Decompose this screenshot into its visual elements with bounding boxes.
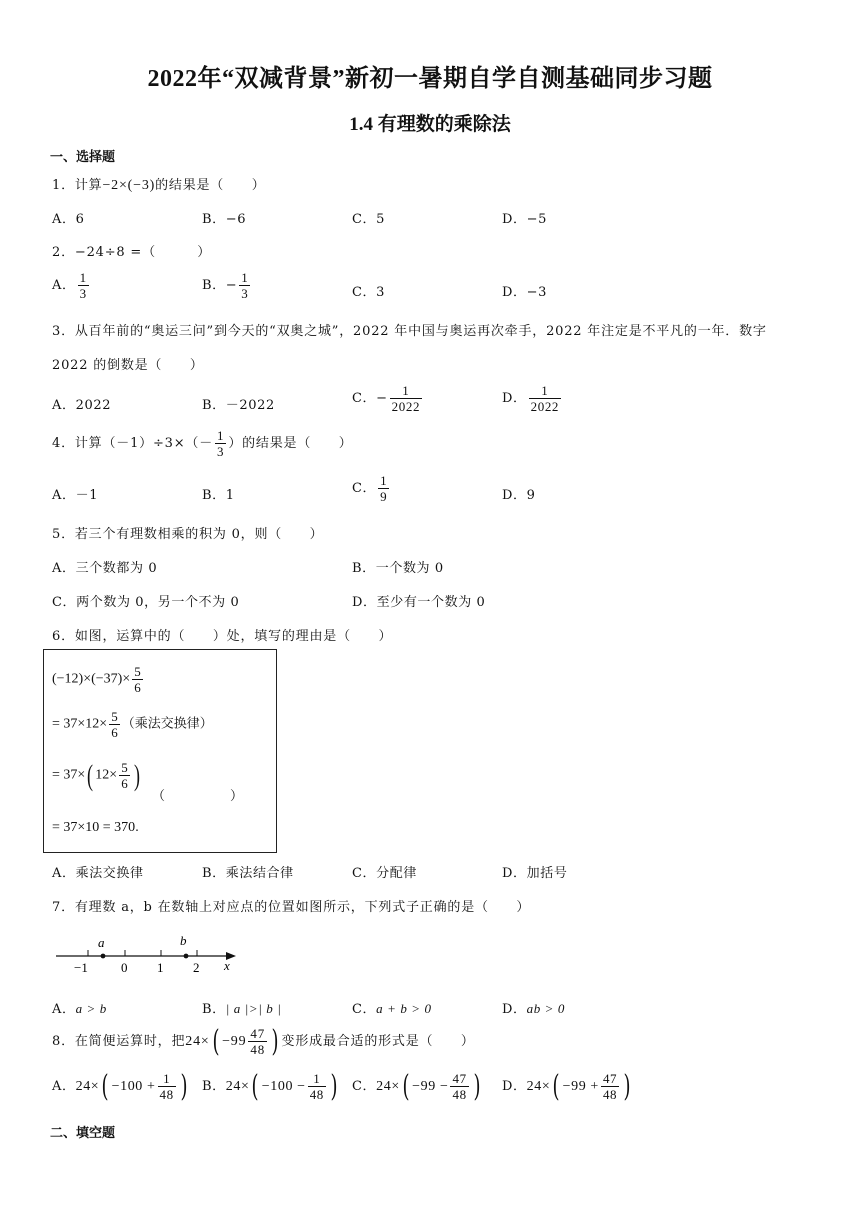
q2-b-fraction: [239, 270, 250, 301]
q8-a-label: A．: [52, 1079, 76, 1094]
q5-option-a[interactable]: A．三个数都为 0: [52, 561, 158, 576]
page-subtitle: 1.4 有理数的乘除法: [349, 114, 511, 135]
q8-d-paren-close: ): [623, 1068, 631, 1104]
q8-fraction: [248, 1026, 267, 1057]
q6-l3-pre: = 37×: [52, 767, 86, 783]
q2-b-label: B．: [202, 278, 226, 293]
q4-fraction: [215, 428, 226, 459]
q8-d-times: 24×: [526, 1079, 551, 1094]
q1-option-c[interactable]: C．5: [352, 212, 386, 227]
label-b: b: [180, 933, 187, 948]
q7-a-label: A．: [52, 1002, 76, 1017]
q8-d-den: 48: [602, 1087, 618, 1102]
q6-l3-inner: 12×: [95, 767, 118, 783]
q2-a-num: 1: [79, 270, 87, 285]
question-7: 7．有理数 a，b 在数轴上对应点的位置如图所示，下列式子正确的是（ ）: [52, 900, 531, 915]
q6-l2-note: （乘法交换律）: [121, 716, 213, 732]
q8-c-paren-close: ): [473, 1068, 481, 1104]
tick-label-1: 1: [157, 960, 164, 975]
q8-a-in: −100 +: [111, 1079, 156, 1094]
q8-b-times: 24×: [225, 1079, 250, 1094]
tick-label-0: 0: [121, 960, 128, 975]
question-5: 5．若三个有理数相乘的积为 0，则（ ）: [52, 527, 324, 542]
q3-d-label: D．: [502, 391, 527, 406]
q4-c-label: C．: [352, 481, 377, 496]
q8-b-fraction: [308, 1071, 326, 1102]
section-heading-choice: 一、选择题: [50, 150, 116, 165]
q8-a-num: 1: [163, 1071, 171, 1086]
q6-box-line-1: [52, 664, 145, 695]
q5-option-d[interactable]: D．至少有一个数为 0: [352, 595, 486, 610]
q8-option-a[interactable]: [52, 1068, 190, 1104]
q8-option-c[interactable]: [352, 1068, 483, 1104]
q2-option-c[interactable]: C．3: [352, 285, 386, 300]
q8-c-num: 47: [452, 1071, 467, 1086]
q8-d-label: D．: [502, 1079, 527, 1094]
q6-l1-num: 5: [134, 664, 141, 679]
q2-option-b[interactable]: [202, 270, 252, 301]
q8-option-d[interactable]: [502, 1068, 633, 1104]
q3-c-sign: −: [376, 391, 388, 406]
q6-l1-fraction: [132, 664, 143, 695]
section-heading-fill-in: 二、填空题: [50, 1126, 116, 1141]
q7-d-expr: ab > 0: [526, 1001, 565, 1016]
q2-b-num: 1: [241, 270, 249, 285]
q8-a-paren-close: ): [180, 1068, 188, 1104]
q2-a-fraction: [78, 270, 89, 301]
label-a: a: [98, 935, 105, 950]
q6-option-a[interactable]: A．乘法交换律: [52, 866, 144, 881]
axis-variable-x: x: [224, 958, 230, 973]
q8-c-label: C．: [352, 1079, 377, 1094]
q3-option-a[interactable]: A．2022: [52, 398, 112, 413]
q6-option-c[interactable]: C．分配律: [352, 866, 417, 881]
q4-option-a[interactable]: A．－1: [52, 488, 99, 503]
q1-stem-post: 的结果是（ ）: [155, 178, 266, 193]
q6-l2-num: 5: [111, 709, 118, 724]
q2-option-a[interactable]: [52, 270, 91, 301]
point-b: [184, 954, 189, 959]
q5-option-c[interactable]: C．两个数为 0，另一个不为 0: [52, 595, 240, 610]
q6-l4-dot: .: [135, 820, 139, 835]
q4-option-d[interactable]: D．9: [502, 488, 536, 503]
q7-option-d[interactable]: [502, 998, 565, 1017]
q8-expr-in: −99: [222, 1034, 247, 1049]
q8-c-paren-open: (: [402, 1068, 410, 1104]
q6-l2-den: 6: [111, 725, 118, 740]
q8-d-num: 47: [602, 1071, 618, 1086]
q8-b-num: 1: [313, 1071, 321, 1086]
q6-option-d[interactable]: D．加括号: [502, 866, 568, 881]
question-3-line-1: 3．从百年前的“奥运三问”到今天的“双奥之城”，2022 年中国与奥运再次牵手，2022 年注定是不平凡的一年．数字: [52, 324, 767, 339]
q2-a-label: A．: [52, 278, 76, 293]
tick-label-2: 2: [193, 960, 200, 975]
question-4: [52, 428, 353, 459]
q6-l3-num: 5: [121, 760, 128, 775]
q8-c-den: 48: [452, 1087, 467, 1102]
q8-c-in: −99 −: [412, 1079, 449, 1094]
q8-a-paren-open: (: [101, 1068, 110, 1104]
q6-l3-paren-open: (: [87, 758, 94, 792]
q3-c-fraction: [390, 383, 422, 414]
q4-c-num: 1: [380, 473, 388, 488]
q6-option-b[interactable]: B．乘法结合律: [202, 866, 294, 881]
q6-box-line-3: [52, 760, 142, 791]
question-1: [52, 174, 266, 194]
question-3-line-2: 2022 的倒数是（ ）: [52, 358, 204, 373]
q5-option-b[interactable]: B．一个数为 0: [352, 561, 444, 576]
q2-option-d[interactable]: D．−3: [502, 285, 547, 300]
q8-b-in: −100 −: [261, 1079, 306, 1094]
q6-box-line-2: [52, 709, 213, 740]
q1-stem-pre: 1．计算: [52, 178, 103, 193]
q8-paren-close: ): [271, 1023, 280, 1059]
q8-stem-post: 变形成最合适的形式是（ ）: [281, 1034, 475, 1049]
q8-den: 48: [250, 1042, 265, 1057]
q8-stem-pre: 8．在简便运算时，把: [52, 1034, 186, 1049]
q3-option-b[interactable]: B．－2022: [202, 398, 275, 413]
q1-option-b[interactable]: B．−6: [202, 212, 247, 227]
q2-b-den: 3: [241, 286, 249, 301]
q8-option-b[interactable]: [202, 1068, 340, 1104]
q8-expr-pre: 24×: [185, 1034, 210, 1049]
q4-num: 1: [217, 428, 225, 443]
q6-l3-paren-close: ): [133, 758, 140, 792]
q7-c-expr: a + b > 0: [376, 1001, 432, 1016]
q2-b-sign: −: [225, 278, 238, 293]
q3-option-c[interactable]: [352, 383, 424, 414]
tick-label-neg1: −1: [74, 960, 88, 975]
q8-a-den: 48: [159, 1087, 174, 1102]
q6-l3-fraction: [119, 760, 130, 791]
q4-stem-pre: 4．计算（－1）÷3×（－: [52, 436, 213, 451]
q6-l3-blank: （ ）: [152, 789, 244, 804]
q6-l2-fraction: [109, 709, 120, 740]
q8-c-fraction: [450, 1071, 468, 1102]
question-6: 6．如图，运算中的（ ）处，填写的理由是（ ）: [52, 629, 393, 644]
q3-d-den: 2022: [530, 399, 560, 414]
q8-num: 47: [250, 1026, 265, 1041]
question-8: [52, 1023, 475, 1059]
page-title: 2022年“双减背景”新初一暑期自学自测基础同步习题: [147, 66, 713, 92]
q7-option-a[interactable]: [52, 998, 107, 1017]
q4-c-fraction: [378, 473, 389, 504]
q8-d-fraction: [601, 1071, 619, 1102]
q6-l2-expr: = 37×12×: [52, 716, 108, 732]
q7-b-label: B．: [202, 1002, 226, 1017]
q7-d-label: D．: [502, 1002, 527, 1017]
q6-l3-den: 6: [121, 776, 128, 791]
q4-c-den: 9: [380, 489, 388, 504]
q3-c-num: 1: [402, 383, 410, 398]
q3-c-den: 2022: [391, 399, 421, 414]
q7-option-c[interactable]: [352, 998, 432, 1017]
q7-c-label: C．: [352, 1002, 377, 1017]
q3-c-label: C．: [352, 391, 377, 406]
q4-den: 3: [217, 444, 225, 459]
q8-b-label: B．: [202, 1079, 226, 1094]
q3-d-num: 1: [541, 383, 549, 398]
question-2: 2．−24÷8 =（ ）: [52, 245, 212, 260]
q8-b-paren-close: ): [330, 1068, 338, 1104]
q8-c-times: 24×: [376, 1079, 400, 1094]
q3-d-fraction: [529, 383, 561, 414]
q2-a-den: 3: [79, 286, 87, 301]
q4-option-b[interactable]: B．1: [202, 488, 235, 503]
q8-a-fraction: [158, 1071, 176, 1102]
q8-a-times: 24×: [75, 1079, 100, 1094]
q4-option-c[interactable]: [352, 473, 391, 504]
q6-l1-den: 6: [134, 680, 141, 695]
q8-paren-open: (: [212, 1023, 220, 1059]
q8-b-den: 48: [309, 1087, 324, 1102]
q6-l4-expr: = 37×10 = 370: [52, 820, 136, 835]
q3-option-d[interactable]: [502, 383, 563, 414]
q7-a-expr: a > b: [75, 1001, 107, 1016]
q1-option-d[interactable]: D．−5: [502, 212, 547, 227]
q8-b-paren-open: (: [251, 1068, 260, 1104]
q1-option-a[interactable]: A．6: [52, 212, 85, 227]
number-line-figure: [52, 930, 242, 976]
point-a: [101, 954, 106, 959]
q1-expr: −2×(−3): [102, 178, 156, 193]
q8-d-paren-open: (: [552, 1068, 561, 1104]
q8-d-in: −99 +: [562, 1079, 599, 1094]
q4-stem-post: ）的结果是（ ）: [228, 436, 353, 451]
q6-box-line-4: [52, 820, 139, 836]
q7-option-b[interactable]: [202, 998, 281, 1017]
q7-b-expr: | a |>| b |: [225, 1001, 282, 1016]
q6-l1-expr: (−12)×(−37)×: [52, 671, 131, 687]
